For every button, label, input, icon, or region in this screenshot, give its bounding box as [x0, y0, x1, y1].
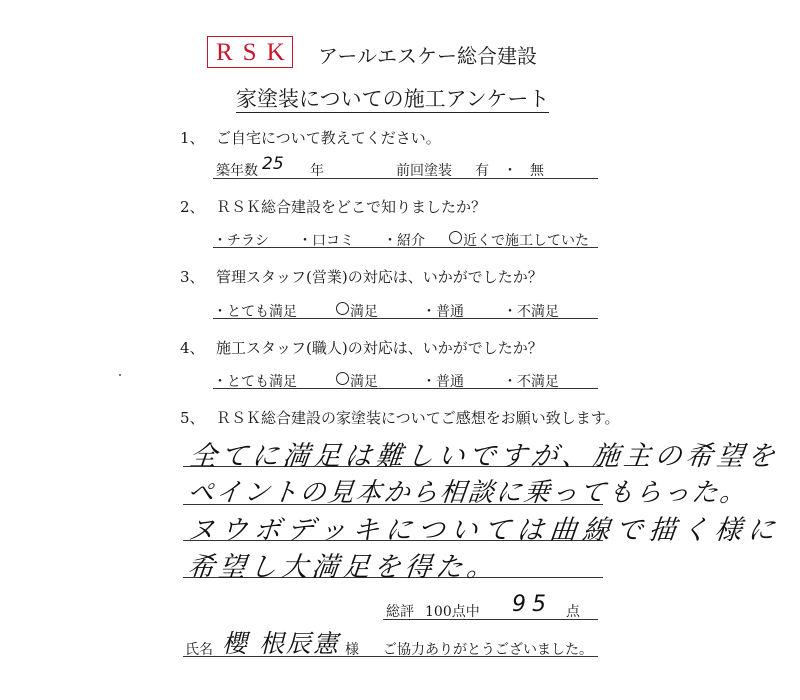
score-value: 95 — [512, 592, 552, 617]
q2-number: 2、 — [180, 198, 205, 216]
q4-option-unsatisfied: ・不満足 — [503, 374, 559, 390]
q3-number: 3、 — [180, 268, 205, 286]
q2-text: ＲＳＫ総合建設をどこで知りましたか？ — [216, 198, 487, 216]
q5-number: 5、 — [180, 409, 205, 427]
q1-prev-label: 前回塗装 — [396, 163, 452, 179]
name-label: 氏名 — [185, 642, 213, 658]
q4-number: 4、 — [180, 339, 205, 357]
comment-handwritten-line-3: ヌウボデッキについては曲線で描く様に — [186, 515, 783, 546]
q4-selected-mark — [336, 372, 349, 385]
comment-handwritten-line-1: 全てに満足は難しいですが、施主の希望を — [188, 441, 781, 472]
q2-option-nearby-work: 近くで施工していた — [463, 233, 589, 249]
q1-number: 1、 — [180, 129, 205, 147]
name-value: 櫻 根辰憲 — [222, 629, 340, 658]
score-max: 100点中 — [425, 604, 480, 620]
company-name: アールエスケー総合建設 — [318, 44, 537, 68]
q1-age-unit: 年 — [310, 163, 324, 179]
q1-text: ご自宅について教えてください。 — [216, 129, 441, 147]
score-label: 総評 — [386, 604, 414, 620]
q3-text: 管理スタッフ(営業)の対応は、いかがでしたか？ — [216, 268, 543, 286]
q4-option-very-satisfied: ・とても満足 — [213, 374, 297, 390]
thanks-message: ご協力ありがとうございました。 — [383, 642, 593, 658]
comment-handwritten-line-4: 希望し大満足を得た。 — [186, 552, 500, 583]
q1-age-value: 25 — [262, 154, 284, 174]
q4-option-normal: ・普通 — [422, 374, 464, 390]
q3-option-unsatisfied: ・不満足 — [503, 304, 559, 320]
q3-option-satisfied: 満足 — [350, 304, 378, 320]
q4-text: 施工スタッフ(職人)の対応は、いかがでしたか？ — [216, 339, 543, 357]
q1-prev-yes: 有 — [475, 163, 489, 179]
survey-title: 家塗装についての施工アンケート — [236, 87, 550, 111]
scan-speck — [119, 374, 121, 376]
q2-option-flyer: ・チラシ — [213, 233, 269, 249]
name-honorific: 様 — [345, 642, 359, 658]
q1-age-label: 築年数 — [216, 163, 258, 179]
q2-selected-mark — [449, 231, 462, 244]
q3-selected-mark — [336, 302, 349, 315]
q4-option-satisfied: 満足 — [350, 374, 378, 390]
q3-option-very-satisfied: ・とても満足 — [213, 304, 297, 320]
comment-handwritten-line-2: ペイントの見本から相談に乗ってもらった。 — [186, 478, 750, 508]
score-unit: 点 — [566, 604, 580, 620]
q2-option-word-of-mouth: ・口コミ — [298, 233, 354, 249]
q1-prev-sep: ・ — [503, 163, 517, 179]
company-logo: RSK — [207, 36, 293, 68]
q5-text: ＲＳＫ総合建設の家塗装についてご感想をお願い致します。 — [216, 409, 620, 427]
q1-prev-no: 無 — [530, 163, 544, 179]
q2-option-referral: ・紹介 — [383, 233, 425, 249]
q3-option-normal: ・普通 — [422, 304, 464, 320]
